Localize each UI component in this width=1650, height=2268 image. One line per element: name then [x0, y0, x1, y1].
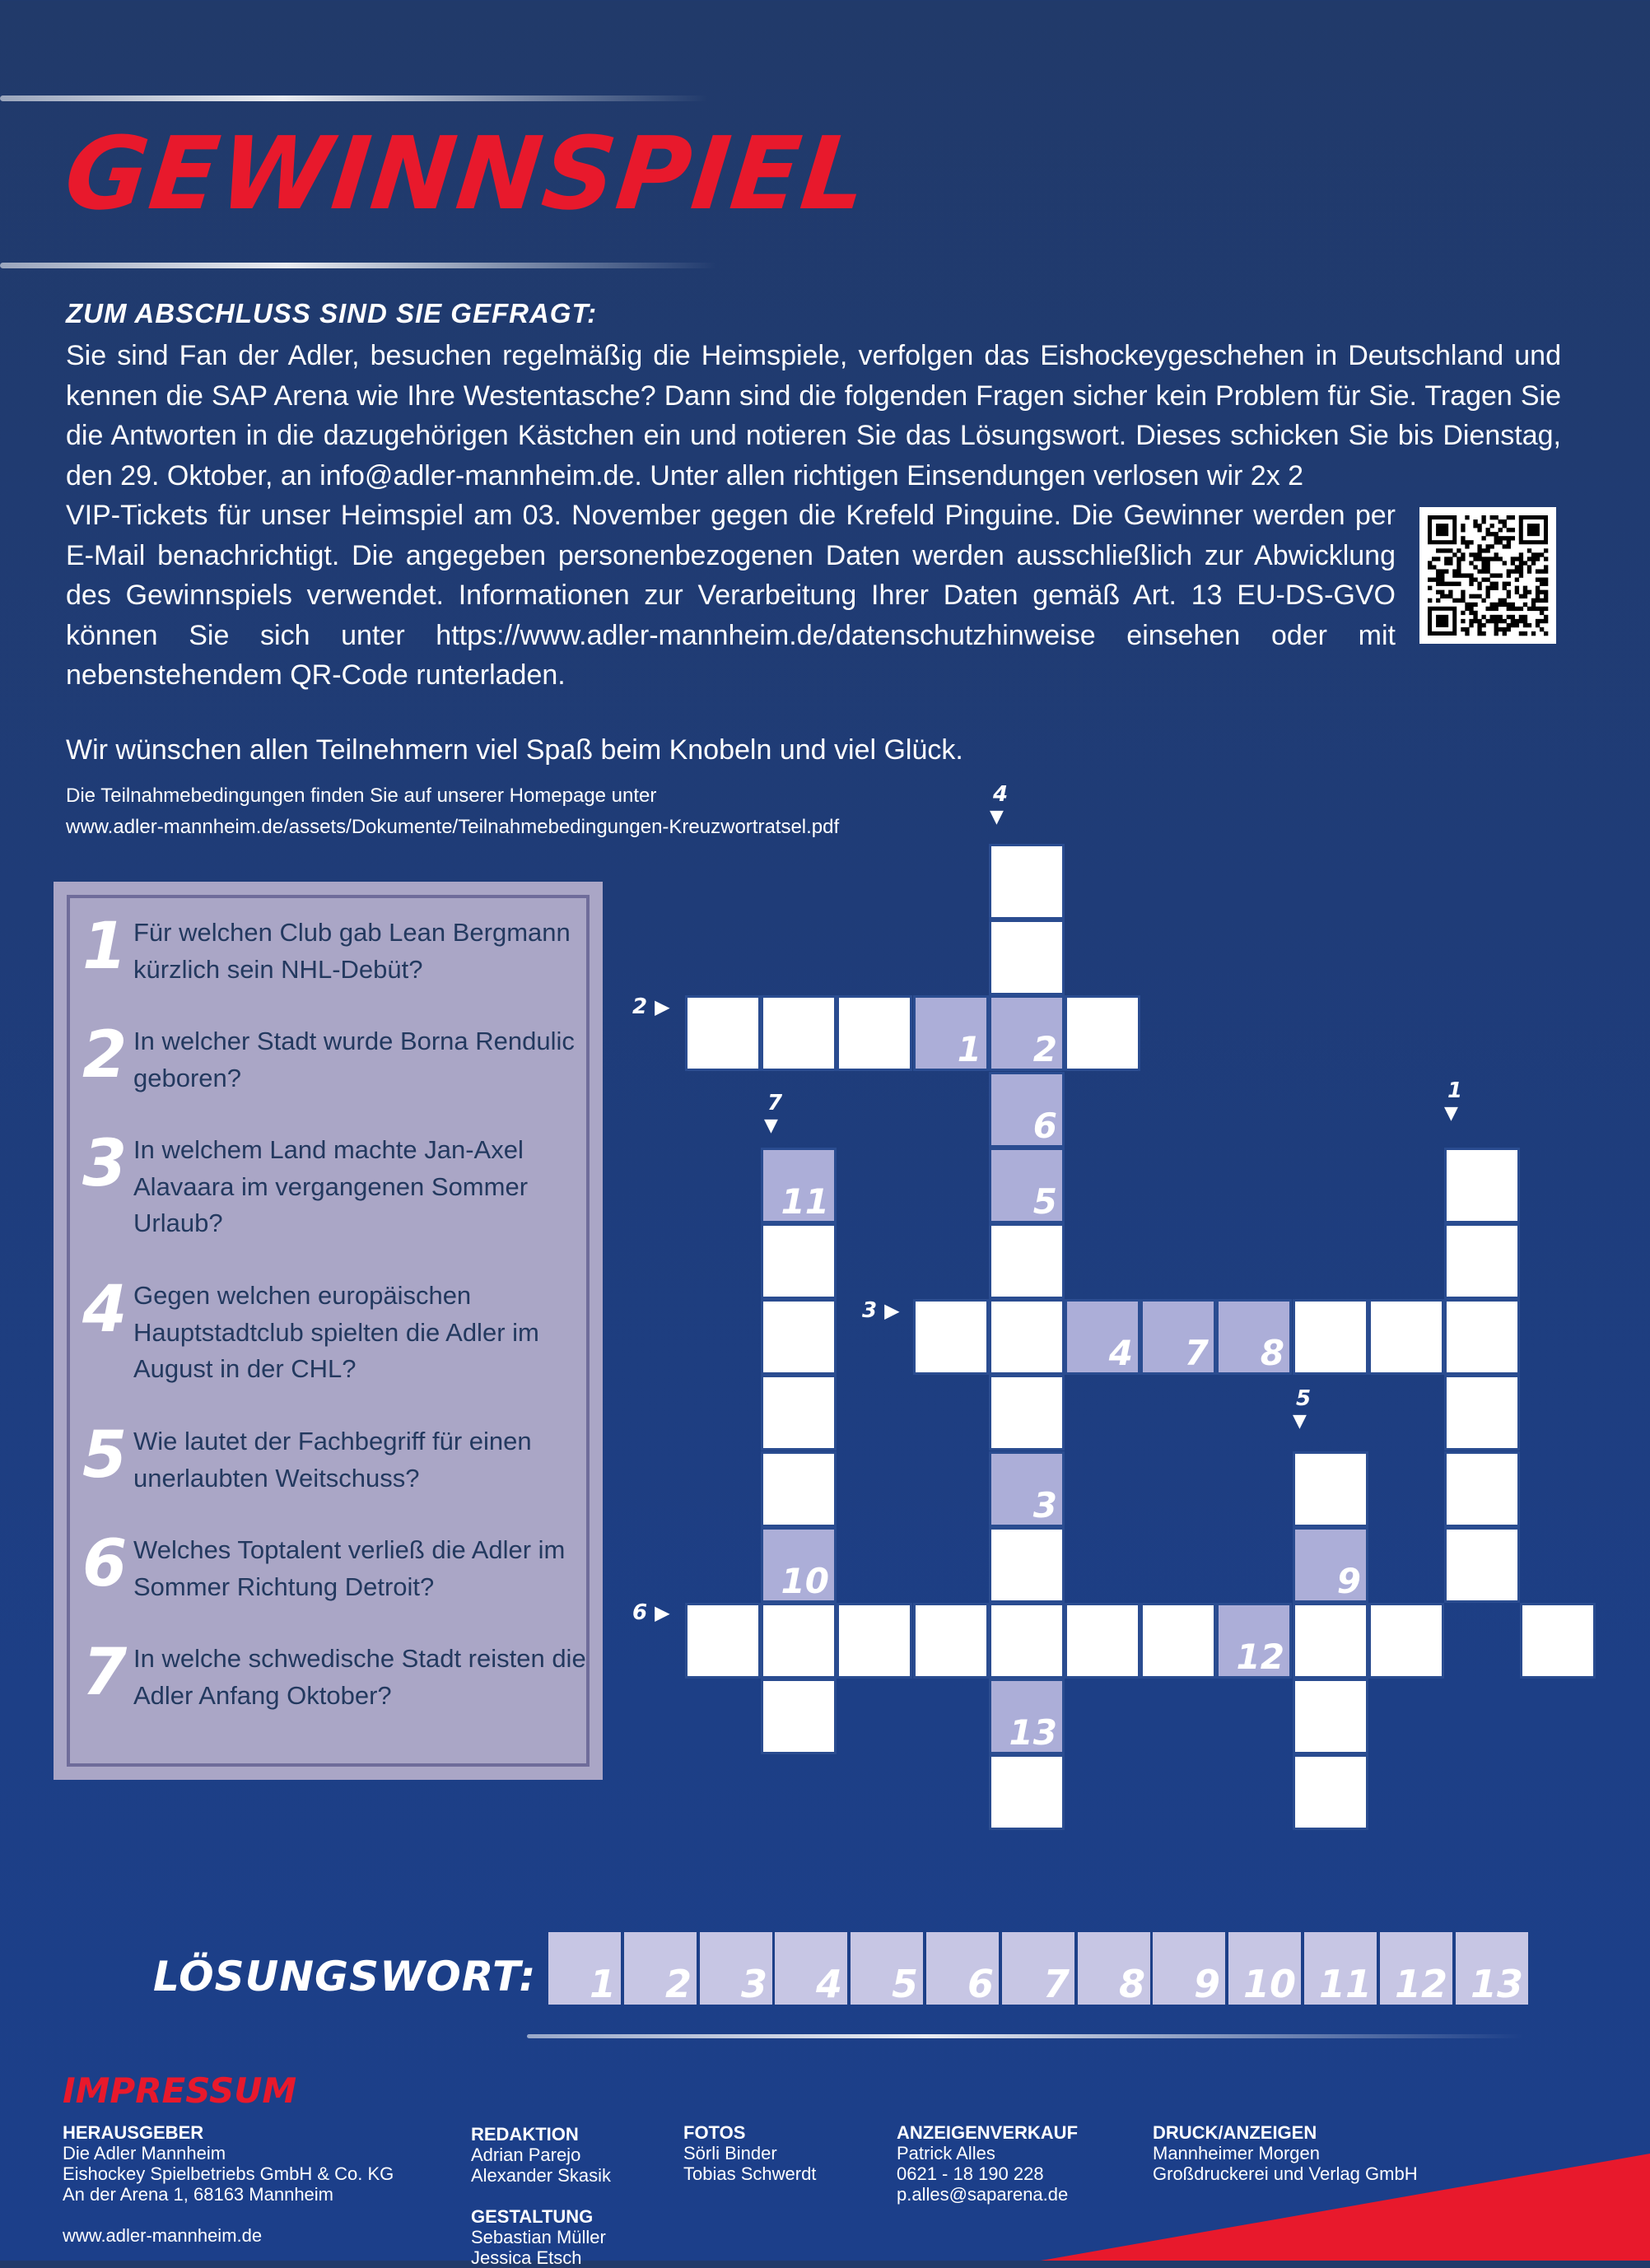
gestaltung-heading: GESTALTUNG — [471, 2206, 594, 2227]
crossword-cell[interactable] — [837, 1603, 912, 1679]
solution-cell-number: 9 — [1193, 1962, 1220, 2006]
crossword-cell-solution[interactable] — [989, 1679, 1065, 1754]
crossword-cell-solution[interactable] — [913, 995, 989, 1071]
cell-solution-number: 5 — [1032, 1181, 1057, 1222]
fotos-line: Tobias Schwerdt — [683, 2163, 817, 2184]
druck-line: Mannheimer Morgen — [1153, 2143, 1320, 2163]
question-text: In welchem Land machte Jan-Axel Alavaara im vergangenen Sommer Urlaub? — [133, 1135, 529, 1237]
question-text: Wie lautet der Fachbegriff für einen unerlaubten Weitschuss? — [133, 1427, 532, 1493]
crossword-cell[interactable] — [1293, 1299, 1368, 1375]
clue-marker-1: 1 ▼ — [1444, 1078, 1463, 1124]
cell-solution-number: 6 — [1032, 1106, 1057, 1146]
question-2 — [82, 1018, 594, 1097]
cell-solution-number: 3 — [1032, 1485, 1057, 1525]
cell-solution-number: 13 — [1009, 1712, 1057, 1753]
crossword-cell[interactable] — [1293, 1679, 1368, 1754]
crossword-cell-solution[interactable] — [761, 1527, 837, 1603]
redaktion-heading: REDAKTION — [471, 2124, 579, 2145]
crossword-cell[interactable] — [1368, 1299, 1444, 1375]
top-brush-line — [0, 95, 708, 101]
crossword-cell-solution[interactable] — [989, 1148, 1065, 1223]
impressum-herausgeber — [63, 2122, 394, 2246]
cell-solution-number: 4 — [1108, 1333, 1133, 1373]
crossword-cell[interactable] — [913, 1299, 989, 1375]
fotos-heading: FOTOS — [683, 2122, 746, 2143]
crossword-cell-solution[interactable] — [1140, 1299, 1216, 1375]
question-text: Welches Toptalent verließ die Adler im Sommer Richtung Detroit? — [133, 1535, 566, 1601]
crossword-cell[interactable] — [761, 1679, 837, 1754]
crossword-cell[interactable] — [1293, 1451, 1368, 1527]
crossword-cell[interactable] — [1140, 1603, 1216, 1679]
crossword-cell-solution[interactable] — [1293, 1527, 1368, 1603]
crossword-cell-solution[interactable] — [1216, 1603, 1292, 1679]
terms-link[interactable]: www.adler-mannheim.de/assets/Dokumente/Teilnahmebedingungen-Kreuzwortratsel.pdf — [66, 816, 840, 838]
anzeigenverkauf-email-link[interactable]: p.alles@saparena.de — [897, 2184, 1069, 2205]
cell-solution-number: 8 — [1260, 1333, 1284, 1373]
qr-code[interactable] — [1419, 507, 1556, 644]
crossword-cell-solution[interactable] — [989, 995, 1065, 1071]
crossword-cell[interactable] — [761, 1223, 837, 1299]
solution-cell-number: 6 — [967, 1962, 994, 2006]
crossword-cell[interactable] — [761, 1299, 837, 1375]
solution-cell-number: 8 — [1118, 1962, 1145, 2006]
solution-cell[interactable] — [1228, 1932, 1301, 2005]
cell-solution-number: 7 — [1184, 1333, 1209, 1373]
fotos-line: Sörli Binder — [683, 2143, 777, 2163]
crossword-cell[interactable] — [1444, 1148, 1520, 1223]
cell-solution-number: 10 — [781, 1561, 829, 1601]
cell-solution-number: 2 — [1032, 1029, 1057, 1069]
question-7 — [82, 1636, 594, 1714]
crossword-cell[interactable] — [913, 1603, 989, 1679]
crossword-cell[interactable] — [989, 1223, 1065, 1299]
question-text: Für welchen Club gab Lean Bergmann kürzlich sein NHL-Debüt? — [133, 918, 571, 984]
herausgeber-heading: HERAUSGEBER — [63, 2122, 204, 2143]
crossword-cell[interactable] — [1444, 1527, 1520, 1603]
solution-cell[interactable] — [775, 1932, 847, 2005]
question-6 — [82, 1527, 594, 1605]
crossword-cell[interactable] — [761, 995, 837, 1071]
solution-cell[interactable] — [1456, 1932, 1528, 2005]
crossword-cell[interactable] — [989, 1299, 1065, 1375]
solution-cell-number: 3 — [740, 1962, 767, 2006]
redaktion-line: Alexander Skasik — [471, 2165, 611, 2186]
cell-solution-number: 12 — [1236, 1637, 1284, 1677]
anzeigenverkauf-line: 0621 - 18 190 228 — [897, 2163, 1044, 2184]
clue-marker-2: 2 ▶ — [632, 994, 670, 1019]
herausgeber-line: Eishockey Spielbetriebs GmbH & Co. KG — [63, 2163, 394, 2184]
crossword-cell[interactable] — [989, 1603, 1065, 1679]
question-3 — [82, 1127, 594, 1242]
question-5 — [82, 1418, 594, 1497]
solution-cell-number: 10 — [1242, 1962, 1296, 2006]
question-number: 3 — [82, 1127, 128, 1201]
solution-cell-number: 4 — [815, 1962, 842, 2006]
impressum-title: IMPRESSUM — [63, 2070, 297, 2111]
solution-cell[interactable] — [548, 1932, 621, 2005]
crossword-cell[interactable] — [685, 995, 761, 1071]
crossword-cell-solution[interactable] — [761, 1148, 837, 1223]
gestaltung-line: Sebastian Müller — [471, 2227, 606, 2247]
crossword-cell[interactable] — [989, 1527, 1065, 1603]
terms-note — [66, 780, 839, 843]
cell-solution-number: 1 — [957, 1029, 981, 1069]
solution-cell[interactable] — [1304, 1932, 1377, 2005]
solution-cell-number: 12 — [1394, 1962, 1447, 2006]
cell-solution-number: 11 — [781, 1181, 829, 1222]
crossword-cell-solution[interactable] — [989, 1451, 1065, 1527]
solution-cell-number: 2 — [664, 1962, 692, 2006]
gestaltung-line: Jessica Etsch — [471, 2247, 582, 2268]
intro-text-part2: VIP-Tickets für unser Heimspiel am 03. November gegen die Krefeld Pinguine. Die Gewinner werden per E-Mail benachrichtigt. Die angegeben personenbezogenen Daten werden ausschließlich zur Abwicklung des Gewinnspiels verwendet. Informationen zur Verarbeitung Ihrer Daten gemäß Art. 13 EU-DS-GVO können Sie sich unter https://www.adler-mannheim.de/datenschutzhinweise einsehen oder mit nebenstehendem QR-Code runterladen. — [66, 500, 1396, 691]
question-number: 1 — [82, 910, 128, 984]
crossword-cell[interactable] — [1293, 1603, 1368, 1679]
solution-cell[interactable] — [1153, 1932, 1225, 2005]
anzeigenverkauf-heading: ANZEIGENVERKAUF — [897, 2122, 1079, 2143]
intro-heading: ZUM ABSCHLUSS SIND SIE GEFRAGT: — [66, 298, 598, 328]
crossword-cell[interactable] — [761, 1375, 837, 1451]
solution-cell[interactable] — [1002, 1932, 1074, 2005]
cell-solution-number: 9 — [1336, 1561, 1361, 1601]
redaktion-line: Adrian Parejo — [471, 2145, 581, 2165]
solution-cell-number: 5 — [891, 1962, 918, 2006]
solution-brush-line — [527, 2034, 1523, 2038]
clue-marker-5: 5 ▼ — [1293, 1386, 1312, 1432]
solution-cell[interactable] — [700, 1932, 772, 2005]
crossword-cell[interactable] — [1065, 1603, 1140, 1679]
anzeigenverkauf-line: Patrick Alles — [897, 2143, 995, 2163]
druck-line: Großdruckerei und Verlag GmbH — [1153, 2163, 1418, 2184]
question-number: 7 — [82, 1636, 128, 1710]
crossword-cell[interactable] — [761, 1603, 837, 1679]
question-4 — [82, 1273, 594, 1388]
crossword-cell[interactable] — [1520, 1603, 1596, 1679]
question-text: Gegen welchen europäischen Hauptstadtclub spielten die Adler im August in der CHL? — [133, 1281, 539, 1383]
druck-heading: DRUCK/ANZEIGEN — [1153, 2122, 1317, 2143]
crossword-cell[interactable] — [1368, 1603, 1444, 1679]
herausgeber-line: An der Arena 1, 68163 Mannheim — [63, 2184, 334, 2205]
crossword-cell[interactable] — [1444, 1375, 1520, 1451]
questions-box — [54, 882, 603, 1780]
red-corner-decoration — [1041, 2154, 1650, 2261]
intro-text — [66, 336, 1561, 696]
crossword-cell-solution[interactable] — [1216, 1299, 1292, 1375]
page-title: GEWINNSPIEL — [59, 115, 874, 232]
crossword-cell[interactable] — [1293, 1754, 1368, 1830]
question-number: 6 — [82, 1527, 128, 1601]
solution-cell-number: 7 — [1042, 1962, 1070, 2006]
clue-marker-4: 4 ▼ — [990, 782, 1009, 827]
herausgeber-line: Die Adler Mannheim — [63, 2143, 226, 2163]
crossword-cell[interactable] — [1444, 1451, 1520, 1527]
solution-cell[interactable] — [1078, 1932, 1150, 2005]
solution-cell-number: 11 — [1318, 1962, 1372, 2006]
crossword-cell[interactable] — [989, 1375, 1065, 1451]
wish-text: Wir wünschen allen Teilnehmern viel Spaß beim Knobeln und viel Glück. — [66, 734, 963, 766]
question-1 — [82, 910, 594, 988]
question-number: 4 — [82, 1273, 128, 1347]
question-number: 5 — [82, 1418, 128, 1493]
clue-marker-6: 6 ▶ — [632, 1600, 670, 1625]
solution-cell[interactable] — [624, 1932, 697, 2005]
clue-marker-3: 3 ▶ — [862, 1298, 900, 1323]
title-brush-line — [0, 263, 716, 268]
crossword-cell[interactable] — [1444, 1299, 1520, 1375]
solution-label: LÖSUNGSWORT: — [153, 1953, 537, 2000]
question-text: In welcher Stadt wurde Borna Rendulic geboren? — [133, 1027, 575, 1092]
question-text: In welche schwedische Stadt reisten die Adler Anfang Oktober? — [133, 1644, 586, 1710]
crossword-cell[interactable] — [1065, 995, 1140, 1071]
impressum-redaktion — [471, 2124, 611, 2268]
impressum-fotos — [683, 2122, 816, 2184]
crossword-cell[interactable] — [989, 1754, 1065, 1830]
crossword-cell[interactable] — [761, 1451, 837, 1527]
crossword-cell[interactable] — [837, 995, 912, 1071]
crossword-cell[interactable] — [685, 1603, 761, 1679]
crossword-cell[interactable] — [989, 920, 1065, 995]
solution-cell-number: 13 — [1470, 1962, 1523, 2006]
solution-cell[interactable] — [1380, 1932, 1452, 2005]
crossword-cell[interactable] — [989, 844, 1065, 920]
intro-text-part1: Sie sind Fan der Adler, besuchen regelmäßig die Heimspiele, verfolgen das Eishockeygeschehen in Deutschland und kennen die SAP Arena wie Ihre Westentasche? Dann sind die folgenden Fragen sicher kein Problem für Sie. Tragen Sie die Antworten in die dazugehörigen Kästchen ein und notieren Sie das Lösungswort. Dieses schicken Sie bis Dienstag, den 29. Oktober, an info@adler-mannheim.de. Unter allen richtigen Einsendungen verlosen wir 2x 2 — [66, 340, 1561, 491]
solution-cell-number: 1 — [589, 1962, 616, 2006]
crossword-cell-solution[interactable] — [989, 1072, 1065, 1148]
solution-cell[interactable] — [851, 1932, 923, 2005]
crossword-cell[interactable] — [1444, 1223, 1520, 1299]
question-number: 2 — [82, 1018, 128, 1092]
crossword-cell-solution[interactable] — [1065, 1299, 1140, 1375]
herausgeber-web-link[interactable]: www.adler-mannheim.de — [63, 2225, 263, 2246]
clue-marker-7: 7 ▼ — [764, 1091, 783, 1136]
solution-cell[interactable] — [926, 1932, 999, 2005]
terms-line-1: Die Teilnahmebedingungen finden Sie auf unserer Homepage unter — [66, 785, 657, 807]
